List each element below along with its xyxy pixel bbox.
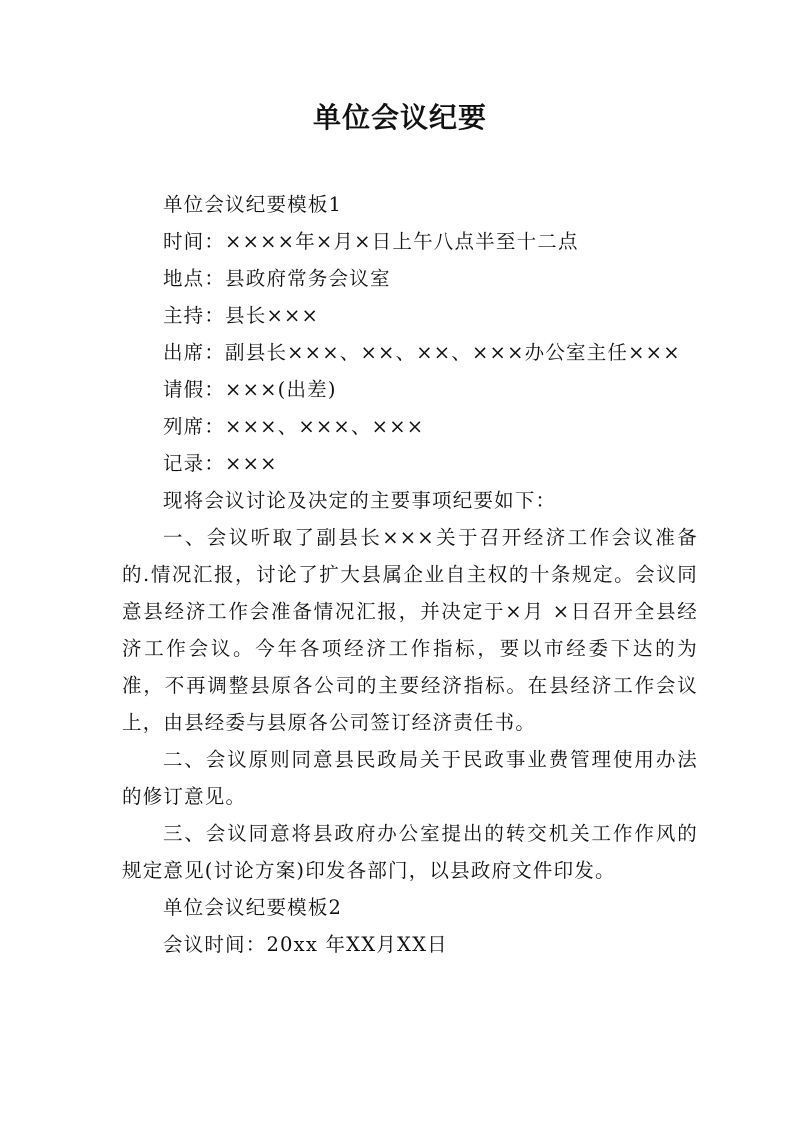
paragraph-host: 主持：县长××× xyxy=(162,304,320,327)
paragraph-time: 时间：××××年×月×日上午八点半至十二点 xyxy=(162,230,579,253)
paragraph-meeting-time: 会议时间：20xx 年XX月XX日 xyxy=(162,933,448,956)
paragraph-intro: 现将会议讨论及决定的主要事项纪要如下： xyxy=(162,489,557,512)
paragraph-location: 地点：县政府常务会议室 xyxy=(162,267,391,290)
paragraph-item-1: 一、会议听取了副县长×××关于召开经济工作会议准备的.情况汇报，讨论了扩大县属企业自主权的十条规定。会议同意县经济工作会准备情况汇报，并决定于×月 ×日召开全县经济工作会议。今年各项经济工作指标，要以市经委下达的为准，不再调整县原各公司的主要经济指标。在县经济工作会议上，由县经委与县原各公司签订经济责任书。 xyxy=(122,526,698,734)
paragraph-template-1-heading: 单位会议纪要模板1 xyxy=(162,193,343,216)
paragraph-item-2: 二、会议原则同意县民政局关于民政事业费管理使用办法的修订意见。 xyxy=(122,748,698,808)
document-body xyxy=(122,186,698,963)
document-title: 单位会议纪要 xyxy=(312,101,487,134)
paragraph-attendees: 出席：副县长×××、××、××、×××办公室主任××× xyxy=(162,341,681,364)
paragraph-recorder: 记录：××× xyxy=(162,452,278,475)
paragraph-item-3: 三、会议同意将县政府办公室提出的转交机关工作作风的规定意见(讨论方案)印发各部门，以县政府文件印发。 xyxy=(122,822,698,882)
paragraph-leave: 请假：×××(出差) xyxy=(162,378,337,401)
paragraph-template-2-heading: 单位会议纪要模板2 xyxy=(162,896,343,919)
paragraph-observers: 列席：×××、×××、××× xyxy=(162,415,425,438)
